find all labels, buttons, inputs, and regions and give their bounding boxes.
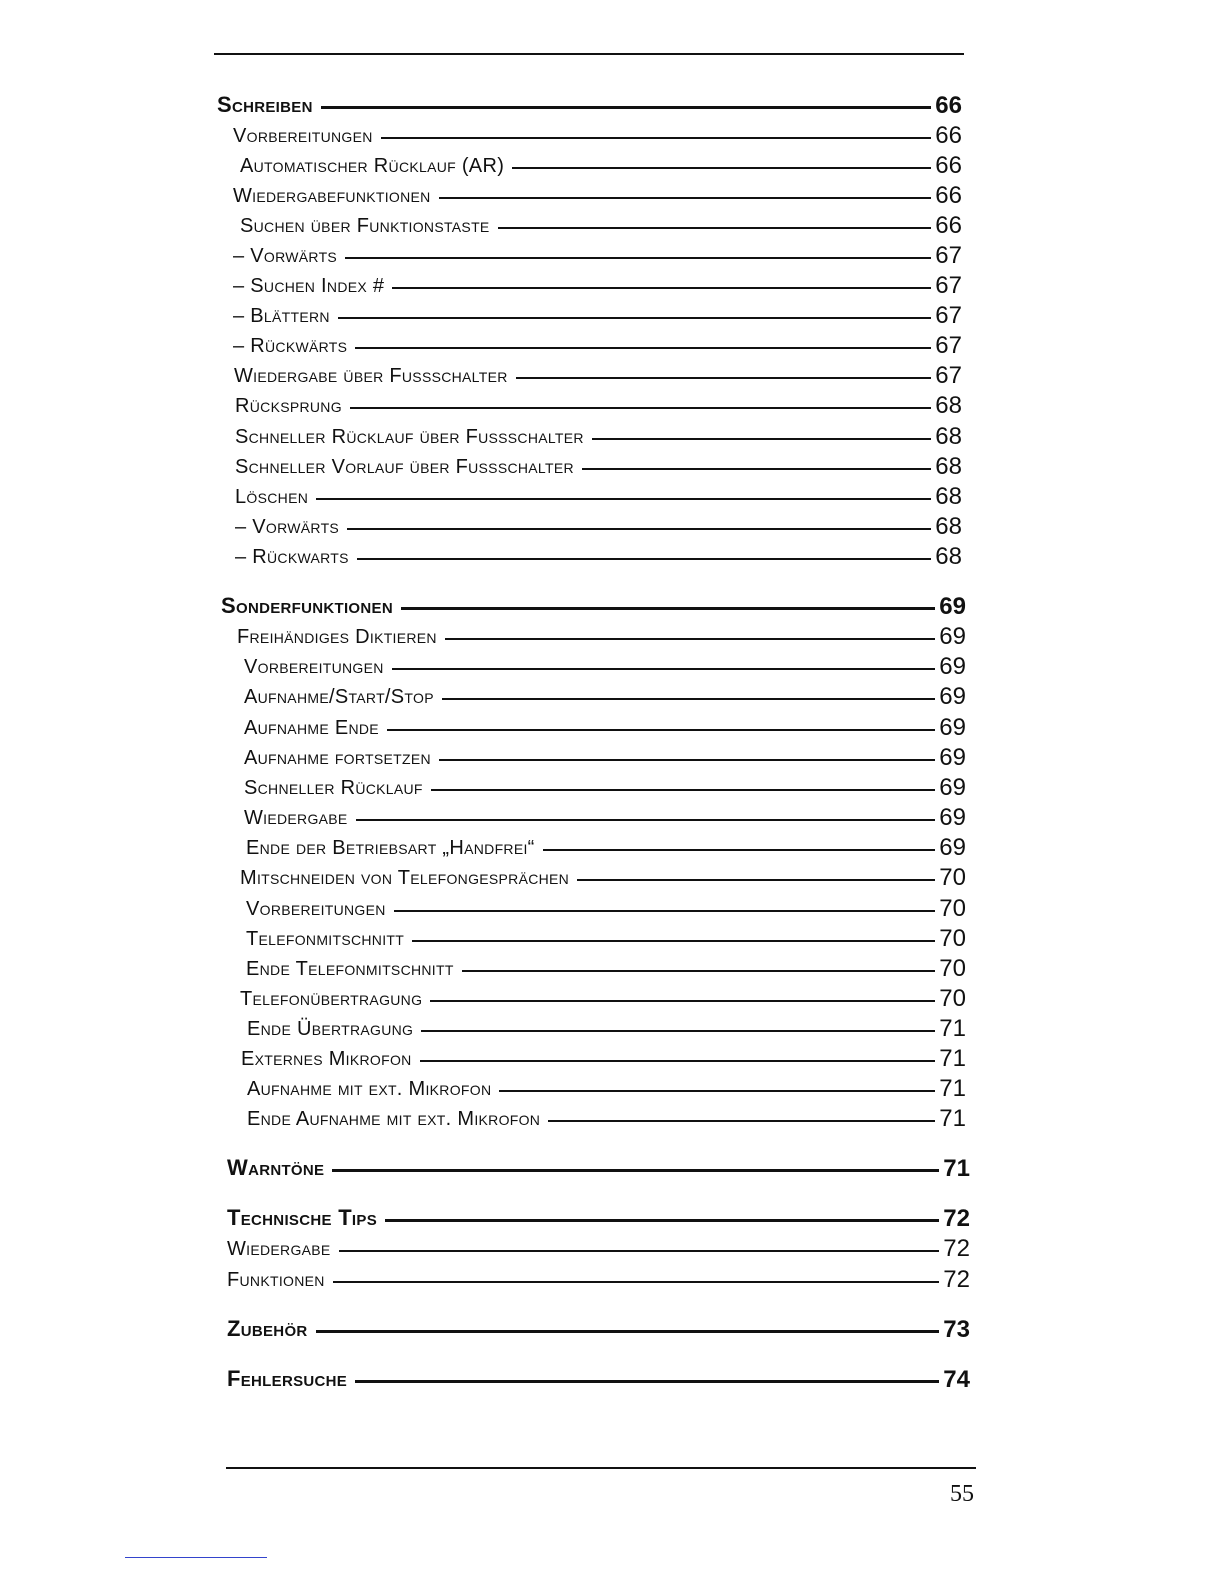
toc-entry bbox=[227, 1233, 970, 1261]
toc-entry-page: 68 bbox=[935, 423, 962, 450]
toc-entry bbox=[246, 832, 966, 860]
toc-entry-title: Schneller Rücklauf über Fussschalter bbox=[235, 426, 584, 448]
toc-entry-page: 71 bbox=[939, 1045, 966, 1072]
toc-leader-line bbox=[499, 1090, 935, 1092]
toc-entry bbox=[235, 390, 962, 418]
toc-entry-title: Wiedergabe bbox=[244, 807, 348, 829]
toc-leader-line bbox=[357, 558, 932, 560]
toc-leader-line bbox=[338, 317, 931, 319]
toc-entry-page: 69 bbox=[939, 744, 966, 771]
toc-entry-title: Vorbereitungen bbox=[244, 656, 384, 678]
toc-entry bbox=[233, 300, 962, 328]
toc-entry bbox=[244, 651, 966, 679]
toc-entry-page: 66 bbox=[935, 92, 962, 119]
toc-entry-page: 69 bbox=[939, 653, 966, 680]
toc-entry-page: 69 bbox=[939, 683, 966, 710]
toc-leader-line bbox=[412, 940, 935, 942]
toc-leader-line bbox=[543, 849, 936, 851]
toc-leader-line bbox=[345, 257, 931, 259]
toc-entry-page: 72 bbox=[943, 1235, 970, 1262]
toc-entry bbox=[247, 1013, 966, 1041]
toc-entry-page: 69 bbox=[939, 774, 966, 801]
toc-entry-title: Freihändiges Diktieren bbox=[237, 626, 437, 648]
toc-entry bbox=[227, 1153, 970, 1181]
toc-entry-title: Wiedergabefunktionen bbox=[233, 185, 431, 207]
toc-leader-line bbox=[387, 729, 935, 731]
toc-entry-title: Aufnahme fortsetzen bbox=[244, 747, 431, 769]
toc-leader-line bbox=[439, 759, 935, 761]
toc-entry bbox=[234, 360, 962, 388]
page-number: 55 bbox=[950, 1481, 974, 1507]
toc-entry-title: Rücksprung bbox=[235, 395, 342, 417]
toc-entry-page: 69 bbox=[939, 714, 966, 741]
toc-entry-title: Telefonübertragung bbox=[240, 988, 423, 1010]
toc-entry bbox=[227, 1314, 970, 1342]
toc-leader-line bbox=[442, 698, 935, 700]
toc-entry-title: Automatischer Rücklauf (AR) bbox=[240, 155, 505, 177]
toc-entry-title: Zubehör bbox=[227, 1316, 308, 1341]
toc-entry bbox=[227, 1203, 970, 1231]
toc-leader-line bbox=[420, 1060, 936, 1062]
toc-entry-title: Funktionen bbox=[227, 1269, 325, 1291]
toc-entry-title: Warntöne bbox=[227, 1155, 325, 1180]
toc-entry-page: 70 bbox=[939, 925, 966, 952]
toc-entry-title: – Suchen Index # bbox=[233, 275, 385, 297]
toc-entry-page: 67 bbox=[935, 332, 962, 359]
toc-entry-title: Wiedergabe über Fussschalter bbox=[234, 365, 508, 387]
toc-entry-title: – Rückwarts bbox=[235, 546, 349, 568]
toc-entry-page: 72 bbox=[943, 1205, 970, 1232]
toc-entry-page: 69 bbox=[939, 804, 966, 831]
toc-entry-page: 66 bbox=[935, 212, 962, 239]
toc-leader-line bbox=[445, 638, 935, 640]
toc-entry-page: 73 bbox=[943, 1316, 970, 1343]
toc-entry bbox=[240, 862, 966, 890]
toc-entry-title: Fehlersuche bbox=[227, 1366, 348, 1391]
toc-entry bbox=[247, 1073, 966, 1101]
toc-leader-line bbox=[381, 137, 932, 139]
toc-leader-line bbox=[333, 1281, 940, 1283]
toc-entry-page: 67 bbox=[935, 302, 962, 329]
toc-entry-page: 66 bbox=[935, 152, 962, 179]
toc-entry-title: Externes Mikrofon bbox=[241, 1048, 412, 1070]
toc-entry bbox=[244, 772, 966, 800]
toc-leader-line bbox=[577, 879, 935, 881]
toc-entry bbox=[244, 681, 966, 709]
toc-entry-title: Vorbereitungen bbox=[233, 125, 373, 147]
toc-leader-line bbox=[431, 789, 936, 791]
toc-entry-title: Schneller Vorlauf über Fussschalter bbox=[235, 456, 574, 478]
toc-entry-title: Suchen über Funktionstaste bbox=[240, 215, 490, 237]
toc-leader-line bbox=[392, 287, 931, 289]
toc-entry-title: – Vorwärts bbox=[233, 245, 338, 267]
toc-leader-line bbox=[347, 528, 931, 530]
toc-entry bbox=[235, 511, 962, 539]
toc-entry-title: Sonderfunktionen bbox=[221, 593, 393, 618]
toc-entry-page: 74 bbox=[943, 1366, 970, 1393]
toc-entry-page: 71 bbox=[939, 1015, 966, 1042]
toc-entry-page: 66 bbox=[935, 122, 962, 149]
toc-entry-title: Aufnahme mit ext. Mikrofon bbox=[247, 1078, 492, 1100]
toc-entry bbox=[244, 712, 966, 740]
toc-leader-line bbox=[355, 1380, 939, 1383]
toc-entry-title: Wiedergabe bbox=[227, 1238, 331, 1260]
toc-leader-line bbox=[332, 1169, 939, 1172]
toc-entry-title: Technische Tips bbox=[227, 1205, 378, 1230]
toc-leader-line bbox=[316, 1330, 940, 1333]
toc-entry-page: 67 bbox=[935, 242, 962, 269]
toc-entry-title: – Vorwärts bbox=[235, 516, 340, 538]
toc-entry bbox=[240, 983, 966, 1011]
toc-entry bbox=[244, 802, 966, 830]
toc-entry-page: 68 bbox=[935, 453, 962, 480]
toc-entry-title: Schneller Rücklauf bbox=[244, 777, 423, 799]
toc-entry-title: Schreiben bbox=[217, 92, 313, 117]
toc-leader-line bbox=[592, 438, 931, 440]
toc-entry-title: Mitschneiden von Telefongesprächen bbox=[240, 867, 570, 889]
toc-entry-title: Vorbereitungen bbox=[246, 898, 386, 920]
toc-entry bbox=[233, 330, 962, 358]
toc-leader-line bbox=[498, 227, 932, 229]
toc-leader-line bbox=[401, 607, 935, 610]
toc-leader-line bbox=[516, 377, 932, 379]
toc-entry-page: 70 bbox=[939, 985, 966, 1012]
toc-entry-page: 70 bbox=[939, 895, 966, 922]
toc-entry-page: 67 bbox=[935, 272, 962, 299]
toc-entry-page: 68 bbox=[935, 543, 962, 570]
toc-entry-page: 70 bbox=[939, 955, 966, 982]
toc-leader-line bbox=[316, 498, 931, 500]
toc-leader-line bbox=[439, 197, 932, 199]
toc-entry bbox=[233, 270, 962, 298]
toc-entry-page: 71 bbox=[939, 1105, 966, 1132]
toc-leader-line bbox=[355, 347, 931, 349]
toc-entry bbox=[227, 1364, 970, 1392]
toc-entry-page: 68 bbox=[935, 483, 962, 510]
toc-leader-line bbox=[582, 468, 931, 470]
toc-entry-page: 72 bbox=[943, 1266, 970, 1293]
bottom-rule bbox=[226, 1467, 976, 1469]
toc-entry-title: Ende Telefonmitschnitt bbox=[246, 958, 454, 980]
toc-entry-title: Telefonmitschnitt bbox=[246, 928, 405, 950]
toc-leader-line bbox=[350, 407, 931, 409]
toc-entry bbox=[240, 210, 962, 238]
toc-entry bbox=[235, 481, 962, 509]
toc-entry-page: 66 bbox=[935, 182, 962, 209]
toc-leader-line bbox=[321, 106, 932, 109]
toc-leader-line bbox=[512, 167, 931, 169]
toc-entry bbox=[233, 120, 962, 148]
toc-leader-line bbox=[462, 970, 936, 972]
toc-leader-line bbox=[392, 668, 936, 670]
toc-leader-line bbox=[430, 1000, 935, 1002]
toc-leader-line bbox=[339, 1250, 940, 1252]
toc-entry bbox=[217, 90, 962, 118]
toc-entry-page: 69 bbox=[939, 834, 966, 861]
toc-entry bbox=[227, 1264, 970, 1292]
toc-leader-line bbox=[548, 1120, 935, 1122]
toc-entry bbox=[221, 591, 966, 619]
toc-leader-line bbox=[394, 910, 936, 912]
toc-entry-page: 70 bbox=[939, 864, 966, 891]
toc-entry bbox=[235, 421, 962, 449]
toc-entry-title: Ende Übertragung bbox=[247, 1018, 414, 1040]
toc-entry-title: Aufnahme Ende bbox=[244, 717, 379, 739]
toc-entry bbox=[233, 240, 962, 268]
toc-entry-page: 71 bbox=[943, 1155, 970, 1182]
toc-entry-title: – Rückwärts bbox=[233, 335, 348, 357]
toc-entry-title: Aufnahme/Start/Stop bbox=[244, 686, 434, 708]
toc-entry bbox=[235, 451, 962, 479]
toc-entry bbox=[246, 923, 966, 951]
toc-entry bbox=[240, 150, 962, 178]
toc-entry-title: Ende der Betriebsart „Handfrei“ bbox=[246, 837, 535, 859]
toc-entry-page: 67 bbox=[935, 362, 962, 389]
toc-entry bbox=[235, 541, 962, 569]
toc-entry bbox=[233, 180, 962, 208]
toc-entry-title: Löschen bbox=[235, 486, 309, 508]
toc-entry bbox=[241, 1043, 966, 1071]
toc-leader-line bbox=[385, 1219, 939, 1222]
toc-entry-title: Ende Aufnahme mit ext. Mikrofon bbox=[247, 1108, 541, 1130]
toc-entry bbox=[244, 742, 966, 770]
toc-entry-page: 69 bbox=[939, 593, 966, 620]
toc-entry-page: 68 bbox=[935, 513, 962, 540]
toc-entry bbox=[246, 953, 966, 981]
toc-entry-title: – Blättern bbox=[233, 305, 330, 327]
toc-entry bbox=[246, 893, 966, 921]
footer-link-underline bbox=[125, 1557, 267, 1558]
toc-leader-line bbox=[421, 1030, 935, 1032]
toc-entry bbox=[237, 621, 966, 649]
toc-leader-line bbox=[356, 819, 936, 821]
toc-entry-page: 68 bbox=[935, 392, 962, 419]
toc-entry-page: 71 bbox=[939, 1075, 966, 1102]
toc-entry-page: 69 bbox=[939, 623, 966, 650]
toc-entry bbox=[247, 1103, 966, 1131]
